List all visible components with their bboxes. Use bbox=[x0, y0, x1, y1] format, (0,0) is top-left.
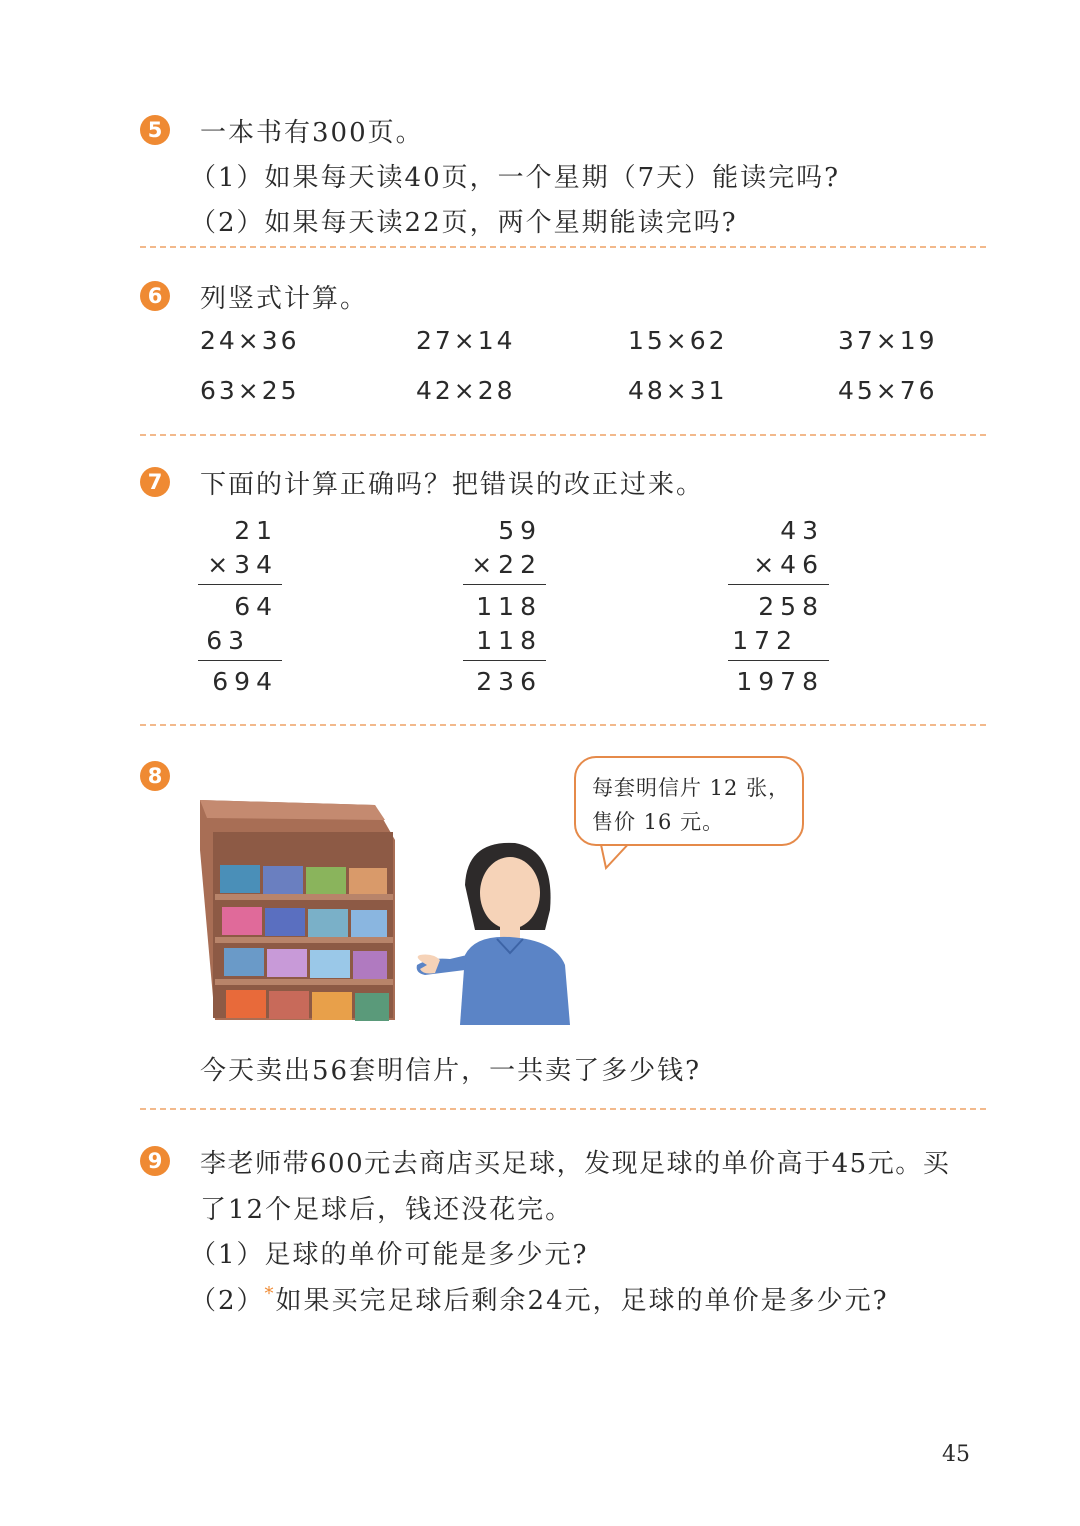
section-divider bbox=[140, 1108, 986, 1110]
calc-result: 694 bbox=[212, 667, 278, 696]
q6-expr: 15×62 bbox=[628, 326, 728, 355]
question-number-8: 8 bbox=[140, 761, 170, 791]
section-divider bbox=[140, 724, 986, 726]
section-divider bbox=[140, 434, 986, 436]
section-divider bbox=[140, 246, 986, 248]
calc-partial-1: 258 bbox=[758, 592, 824, 621]
q6-expr: 37×19 bbox=[838, 326, 938, 355]
question-number-9: 9 bbox=[140, 1146, 170, 1176]
calc-line bbox=[198, 660, 282, 661]
q8-question: 今天卖出56套明信片，一共卖了多少钱? bbox=[200, 1056, 702, 1086]
q6-expr: 63×25 bbox=[200, 376, 300, 405]
q9-sub1: （1）足球的单价可能是多少元? bbox=[190, 1240, 589, 1270]
question-number-5: 5 bbox=[140, 115, 170, 145]
calc-partial-1: 118 bbox=[476, 592, 542, 621]
q9-sub2 bbox=[190, 1280, 889, 1317]
calc-line bbox=[728, 584, 829, 585]
calc-result: 236 bbox=[476, 667, 542, 696]
calc-multiplier: ×34 bbox=[207, 550, 278, 579]
q6-expr: 48×31 bbox=[628, 376, 728, 405]
q6-expr: 42×28 bbox=[416, 376, 516, 405]
calc-multiplier: ×22 bbox=[471, 550, 542, 579]
calc-line bbox=[463, 660, 546, 661]
q9-stem-line-2: 了12个足球后，钱还没花完。 bbox=[200, 1195, 574, 1225]
q7-stem: 下面的计算正确吗？把错误的改正过来。 bbox=[200, 470, 705, 500]
q5-stem: 一本书有300页。 bbox=[200, 118, 424, 148]
bubble-line-2: 售价 16 元。 bbox=[592, 810, 725, 834]
calc-multiplier: ×46 bbox=[753, 550, 824, 579]
calc-partial-2: 118 bbox=[476, 626, 542, 655]
q6-stem: 列竖式计算。 bbox=[200, 284, 369, 314]
q6-expr: 27×14 bbox=[416, 326, 516, 355]
q6-expr: 24×36 bbox=[200, 326, 300, 355]
q5-sub2: （2）如果每天读22页，两个星期能读完吗? bbox=[190, 208, 738, 238]
asterisk-mark: * bbox=[264, 1283, 276, 1305]
page-number: 45 bbox=[942, 1442, 970, 1467]
calc-line bbox=[728, 660, 829, 661]
question-number-6: 6 bbox=[140, 281, 170, 311]
calc-result: 1978 bbox=[736, 667, 824, 696]
postcard-rack-illustration bbox=[195, 790, 410, 1025]
q9-sub2-prefix: （2） bbox=[190, 1286, 265, 1316]
speech-bubble-box bbox=[574, 756, 804, 846]
calc-multiplicand: 43 bbox=[780, 516, 824, 545]
calc-partial-1: 64 bbox=[234, 592, 278, 621]
teacher-illustration bbox=[405, 835, 585, 1025]
bubble-line-1: 每套明信片 12 张， bbox=[592, 776, 791, 800]
question-number-7: 7 bbox=[140, 467, 170, 497]
calc-line bbox=[198, 584, 282, 585]
calc-partial-2: 63 bbox=[206, 626, 250, 655]
q6-expr: 45×76 bbox=[838, 376, 938, 405]
q9-sub2-text: 如果买完足球后剩余24元，足球的单价是多少元? bbox=[275, 1286, 889, 1316]
calc-multiplicand: 21 bbox=[234, 516, 278, 545]
calc-line bbox=[463, 584, 546, 585]
calc-multiplicand: 59 bbox=[498, 516, 542, 545]
q5-sub1: （1）如果每天读40页，一个星期（7天）能读完吗? bbox=[190, 163, 841, 193]
q9-stem-line-1: 李老师带600元去商店买足球，发现足球的单价高于45元。买 bbox=[200, 1149, 951, 1179]
calc-partial-2: 172 bbox=[732, 626, 798, 655]
